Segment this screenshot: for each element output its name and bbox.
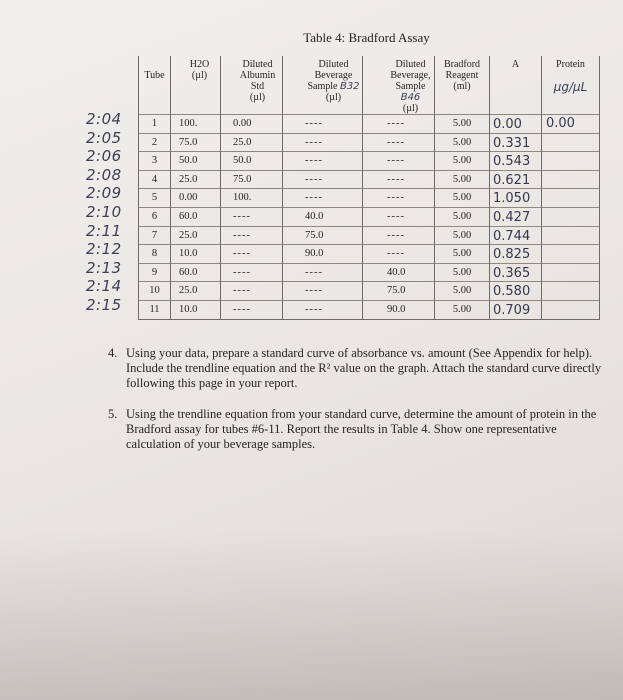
cell-absorbance bbox=[490, 263, 542, 282]
table-row bbox=[139, 282, 600, 301]
cell-tube-value: 6 bbox=[151, 210, 158, 222]
cell-protein-value bbox=[542, 153, 546, 168]
cell-h2o bbox=[171, 152, 221, 171]
cell-beverage-1-value: ---- bbox=[305, 136, 323, 148]
table-body bbox=[139, 115, 600, 320]
cell-albumin bbox=[221, 152, 283, 171]
cell-tube bbox=[139, 115, 171, 134]
cell-reagent-value: 5.00 bbox=[452, 210, 472, 222]
handwritten-time: 2:04 bbox=[86, 110, 122, 128]
cell-absorbance bbox=[490, 115, 542, 134]
cell-protein bbox=[542, 282, 600, 301]
cell-protein bbox=[542, 263, 600, 282]
bradford-assay-table bbox=[138, 56, 600, 320]
cell-h2o bbox=[171, 133, 221, 152]
cell-tube bbox=[139, 133, 171, 152]
cell-tube-value: 3 bbox=[151, 155, 158, 167]
cell-tube-value: 10 bbox=[149, 285, 160, 297]
header-tube: Tube bbox=[139, 56, 171, 115]
cell-absorbance-value: 0.621 bbox=[493, 172, 531, 188]
cell-h2o bbox=[171, 245, 221, 264]
cell-absorbance-value: 1.050 bbox=[493, 191, 531, 207]
cell-protein bbox=[542, 245, 600, 264]
cell-beverage-1 bbox=[283, 282, 363, 301]
cell-h2o bbox=[171, 282, 221, 301]
cell-h2o bbox=[171, 300, 221, 319]
cell-beverage-2-value: ---- bbox=[387, 136, 405, 148]
cell-reagent-value: 5.00 bbox=[452, 192, 472, 204]
cell-reagent bbox=[435, 226, 490, 245]
cell-beverage-1 bbox=[283, 226, 363, 245]
cell-beverage-1 bbox=[283, 245, 363, 264]
cell-reagent-value: 5.00 bbox=[452, 118, 472, 129]
cell-absorbance bbox=[490, 170, 542, 189]
cell-reagent bbox=[435, 300, 490, 319]
cell-beverage-1 bbox=[283, 133, 363, 152]
cell-protein bbox=[542, 152, 600, 171]
cell-albumin bbox=[221, 263, 283, 282]
cell-h2o-value: 60.0 bbox=[179, 210, 198, 222]
cell-beverage-1-value: 90.0 bbox=[305, 248, 324, 260]
cell-h2o-value: 50.0 bbox=[179, 155, 198, 167]
cell-absorbance-value: 0.00 bbox=[493, 117, 522, 132]
cell-protein bbox=[542, 226, 600, 245]
cell-reagent bbox=[435, 282, 490, 301]
cell-reagent bbox=[435, 207, 490, 226]
cell-beverage-1-value: 75.0 bbox=[305, 229, 324, 241]
cell-h2o-value: 10.0 bbox=[179, 303, 198, 315]
cell-absorbance bbox=[490, 133, 542, 152]
cell-beverage-1 bbox=[283, 300, 363, 319]
cell-beverage-2 bbox=[363, 170, 435, 189]
cell-h2o bbox=[171, 115, 221, 134]
handwritten-time: 2:14 bbox=[86, 277, 122, 296]
cell-reagent-value: 5.00 bbox=[452, 266, 472, 278]
cell-tube bbox=[139, 170, 171, 189]
cell-absorbance bbox=[490, 207, 542, 226]
handwritten-time: 2:13 bbox=[86, 258, 122, 277]
question-4 bbox=[108, 346, 608, 391]
cell-albumin bbox=[221, 300, 283, 319]
cell-albumin-value: ---- bbox=[233, 303, 251, 315]
cell-reagent bbox=[435, 189, 490, 208]
cell-beverage-1 bbox=[283, 207, 363, 226]
cell-tube bbox=[139, 263, 171, 282]
cell-reagent-value: 5.00 bbox=[452, 173, 472, 185]
cell-beverage-2-value: 90.0 bbox=[387, 303, 406, 315]
cell-albumin-value: 0.00 bbox=[233, 118, 252, 129]
cell-protein bbox=[542, 133, 600, 152]
cell-protein-value: 0.00 bbox=[546, 116, 575, 131]
cell-tube-value: 8 bbox=[151, 248, 158, 260]
cell-h2o-value: 25.0 bbox=[179, 285, 198, 297]
cell-reagent-value: 5.00 bbox=[452, 285, 472, 297]
handwritten-time: 2:15 bbox=[86, 295, 122, 314]
cell-tube-value: 1 bbox=[151, 118, 158, 129]
cell-albumin bbox=[221, 207, 283, 226]
cell-reagent bbox=[435, 263, 490, 282]
cell-beverage-2-value: ---- bbox=[387, 192, 405, 204]
handwritten-time: 2:08 bbox=[86, 165, 122, 184]
cell-protein-value bbox=[542, 302, 546, 317]
cell-tube bbox=[139, 282, 171, 301]
cell-tube bbox=[139, 245, 171, 264]
cell-absorbance-value: 0.580 bbox=[493, 284, 531, 300]
cell-beverage-1-value: ---- bbox=[305, 173, 323, 185]
table-row bbox=[139, 245, 600, 264]
cell-albumin bbox=[221, 133, 283, 152]
cell-absorbance bbox=[490, 300, 542, 319]
cell-beverage-2 bbox=[363, 263, 435, 282]
cell-beverage-2 bbox=[363, 189, 435, 208]
cell-albumin bbox=[221, 226, 283, 245]
table-row bbox=[139, 300, 600, 319]
cell-reagent bbox=[435, 245, 490, 264]
handwritten-times bbox=[86, 110, 146, 315]
cell-reagent-value: 5.00 bbox=[452, 303, 472, 315]
cell-tube-value: 4 bbox=[151, 173, 158, 185]
cell-absorbance-value: 0.825 bbox=[493, 247, 531, 263]
cell-beverage-2 bbox=[363, 152, 435, 171]
handwritten-time: 2:12 bbox=[86, 240, 122, 259]
cell-absorbance-value: 0.365 bbox=[493, 265, 531, 281]
cell-beverage-2-value: ---- bbox=[387, 248, 405, 260]
cell-reagent bbox=[435, 115, 490, 134]
cell-tube-value: 9 bbox=[151, 266, 158, 278]
handwritten-sample-b46: B46 bbox=[400, 92, 421, 103]
cell-tube bbox=[139, 189, 171, 208]
cell-beverage-1 bbox=[283, 115, 363, 134]
cell-protein-value bbox=[542, 283, 546, 298]
cell-reagent-value: 5.00 bbox=[452, 248, 472, 260]
cell-h2o-value: 10.0 bbox=[179, 248, 198, 260]
cell-h2o bbox=[171, 207, 221, 226]
cell-beverage-1 bbox=[283, 152, 363, 171]
handwritten-time: 2:09 bbox=[86, 184, 122, 203]
cell-beverage-2 bbox=[363, 115, 435, 134]
cell-albumin bbox=[221, 282, 283, 301]
cell-beverage-1-value: ---- bbox=[305, 266, 323, 278]
cell-h2o-value: 25.0 bbox=[179, 229, 198, 241]
cell-beverage-2-value: ---- bbox=[387, 210, 405, 222]
cell-tube bbox=[139, 152, 171, 171]
cell-absorbance bbox=[490, 189, 542, 208]
header-protein: Protein µg/µL bbox=[542, 56, 600, 115]
cell-albumin-value: 75.0 bbox=[233, 173, 252, 185]
header-reagent: Bradford Reagent (ml) bbox=[435, 56, 490, 115]
cell-absorbance-value: 0.744 bbox=[493, 228, 531, 244]
handwritten-sample-b32: B32 bbox=[339, 81, 360, 92]
cell-h2o-value: 0.00 bbox=[179, 192, 198, 204]
cell-h2o bbox=[171, 189, 221, 208]
cell-beverage-1 bbox=[283, 170, 363, 189]
header-beverage-1: Diluted Beverage Sample B32 (µl) bbox=[283, 56, 363, 115]
cell-albumin bbox=[221, 189, 283, 208]
cell-h2o bbox=[171, 170, 221, 189]
cell-reagent-value: 5.00 bbox=[452, 155, 472, 167]
handwritten-time: 2:05 bbox=[86, 128, 122, 147]
cell-beverage-1-value: ---- bbox=[305, 192, 323, 204]
cell-beverage-1-value: 40.0 bbox=[305, 210, 324, 222]
cell-albumin bbox=[221, 170, 283, 189]
cell-protein-value bbox=[542, 209, 546, 224]
cell-absorbance-value: 0.427 bbox=[493, 209, 531, 225]
cell-absorbance bbox=[490, 152, 542, 171]
cell-protein bbox=[542, 170, 600, 189]
header-row bbox=[139, 56, 600, 115]
cell-albumin bbox=[221, 245, 283, 264]
cell-beverage-2-value: 40.0 bbox=[387, 266, 406, 278]
cell-beverage-2-value: ---- bbox=[387, 229, 405, 241]
cell-albumin-value: 100. bbox=[233, 192, 252, 204]
question-4-number: 4. bbox=[108, 346, 118, 360]
cell-tube bbox=[139, 300, 171, 319]
table-row bbox=[139, 152, 600, 171]
cell-albumin-value: 50.0 bbox=[233, 155, 252, 167]
cell-protein bbox=[542, 207, 600, 226]
cell-tube-value: 5 bbox=[151, 192, 158, 204]
cell-tube-value: 11 bbox=[149, 303, 160, 315]
header-absorbance: A bbox=[490, 56, 542, 115]
cell-protein bbox=[542, 189, 600, 208]
cell-beverage-2 bbox=[363, 207, 435, 226]
cell-beverage-2 bbox=[363, 226, 435, 245]
cell-absorbance bbox=[490, 245, 542, 264]
header-albumin: Diluted Albumin Std (µl) bbox=[221, 56, 283, 115]
cell-beverage-1-value: ---- bbox=[305, 303, 323, 315]
cell-h2o-value: 60.0 bbox=[179, 266, 198, 278]
cell-albumin bbox=[221, 115, 283, 134]
cell-protein bbox=[542, 115, 600, 134]
cell-beverage-2-value: 75.0 bbox=[387, 285, 406, 297]
table-row bbox=[139, 189, 600, 208]
cell-tube bbox=[139, 207, 171, 226]
cell-protein-value bbox=[542, 228, 546, 243]
cell-beverage-1 bbox=[283, 189, 363, 208]
cell-beverage-2 bbox=[363, 133, 435, 152]
question-5-number: 5. bbox=[108, 407, 118, 421]
handwritten-time: 2:10 bbox=[86, 202, 122, 221]
cell-reagent bbox=[435, 170, 490, 189]
cell-beverage-1-value: ---- bbox=[305, 155, 323, 167]
cell-albumin-value: ---- bbox=[233, 285, 251, 297]
cell-protein-value bbox=[542, 190, 546, 205]
cell-h2o bbox=[171, 263, 221, 282]
cell-beverage-1 bbox=[283, 263, 363, 282]
cell-reagent-value: 5.00 bbox=[452, 229, 472, 241]
table-row bbox=[139, 115, 600, 134]
cell-h2o bbox=[171, 226, 221, 245]
cell-reagent bbox=[435, 152, 490, 171]
cell-h2o-value: 25.0 bbox=[179, 173, 198, 185]
cell-absorbance-value: 0.543 bbox=[493, 154, 531, 170]
cell-beverage-2-value: ---- bbox=[387, 155, 405, 167]
cell-beverage-2 bbox=[363, 282, 435, 301]
cell-albumin-value: ---- bbox=[233, 266, 251, 278]
cell-beverage-2-value: ---- bbox=[387, 118, 405, 129]
cell-protein-value bbox=[542, 172, 546, 187]
cell-albumin-value: ---- bbox=[233, 210, 251, 222]
cell-h2o-value: 100. bbox=[179, 118, 198, 129]
cell-albumin-value: 25.0 bbox=[233, 136, 252, 148]
table-row bbox=[139, 207, 600, 226]
cell-tube-value: 2 bbox=[151, 136, 158, 148]
table-row bbox=[139, 226, 600, 245]
question-5-text: Using the trendline equation from your standard curve, determine the amount of protein in the Bradford assay for tubes #6-11. Report the results in Table 4. Show one representative calculation of your beverage samples. bbox=[126, 407, 597, 451]
cell-albumin-value: ---- bbox=[233, 229, 251, 241]
header-beverage-2: Diluted Beverage, Sample B46 (µl) bbox=[363, 56, 435, 115]
cell-absorbance bbox=[490, 226, 542, 245]
cell-reagent-value: 5.00 bbox=[452, 136, 472, 148]
handwritten-time: 2:11 bbox=[86, 221, 122, 240]
cell-beverage-2 bbox=[363, 300, 435, 319]
cell-beverage-2 bbox=[363, 245, 435, 264]
cell-tube-value: 7 bbox=[151, 229, 158, 241]
cell-reagent bbox=[435, 133, 490, 152]
cell-albumin-value: ---- bbox=[233, 248, 251, 260]
cell-protein-value bbox=[542, 265, 546, 280]
table-title: Table 4: Bradford Assay bbox=[303, 30, 430, 45]
question-5 bbox=[108, 407, 608, 452]
cell-protein-value bbox=[542, 246, 546, 261]
table-row bbox=[139, 170, 600, 189]
cell-absorbance-value: 0.331 bbox=[493, 135, 531, 151]
table-row bbox=[139, 263, 600, 282]
cell-beverage-1-value: ---- bbox=[305, 118, 323, 129]
cell-beverage-2-value: ---- bbox=[387, 173, 405, 185]
cell-absorbance bbox=[490, 282, 542, 301]
cell-absorbance-value: 0.709 bbox=[493, 302, 531, 318]
handwritten-protein-unit: µg/µL bbox=[553, 80, 588, 94]
handwritten-time: 2:06 bbox=[86, 147, 122, 166]
cell-beverage-1-value: ---- bbox=[305, 285, 323, 297]
cell-protein bbox=[542, 300, 600, 319]
cell-protein-value bbox=[542, 135, 546, 150]
cell-tube bbox=[139, 226, 171, 245]
header-h2o: H2O (µl) bbox=[171, 56, 221, 115]
table-row bbox=[139, 133, 600, 152]
cell-h2o-value: 75.0 bbox=[179, 136, 198, 148]
question-4-text: Using your data, prepare a standard curve of absorbance vs. amount (See Appendix for help). Include the trendline equation and the R² value on the graph. Attach the standard curve directly following this page in your report. bbox=[126, 346, 602, 390]
